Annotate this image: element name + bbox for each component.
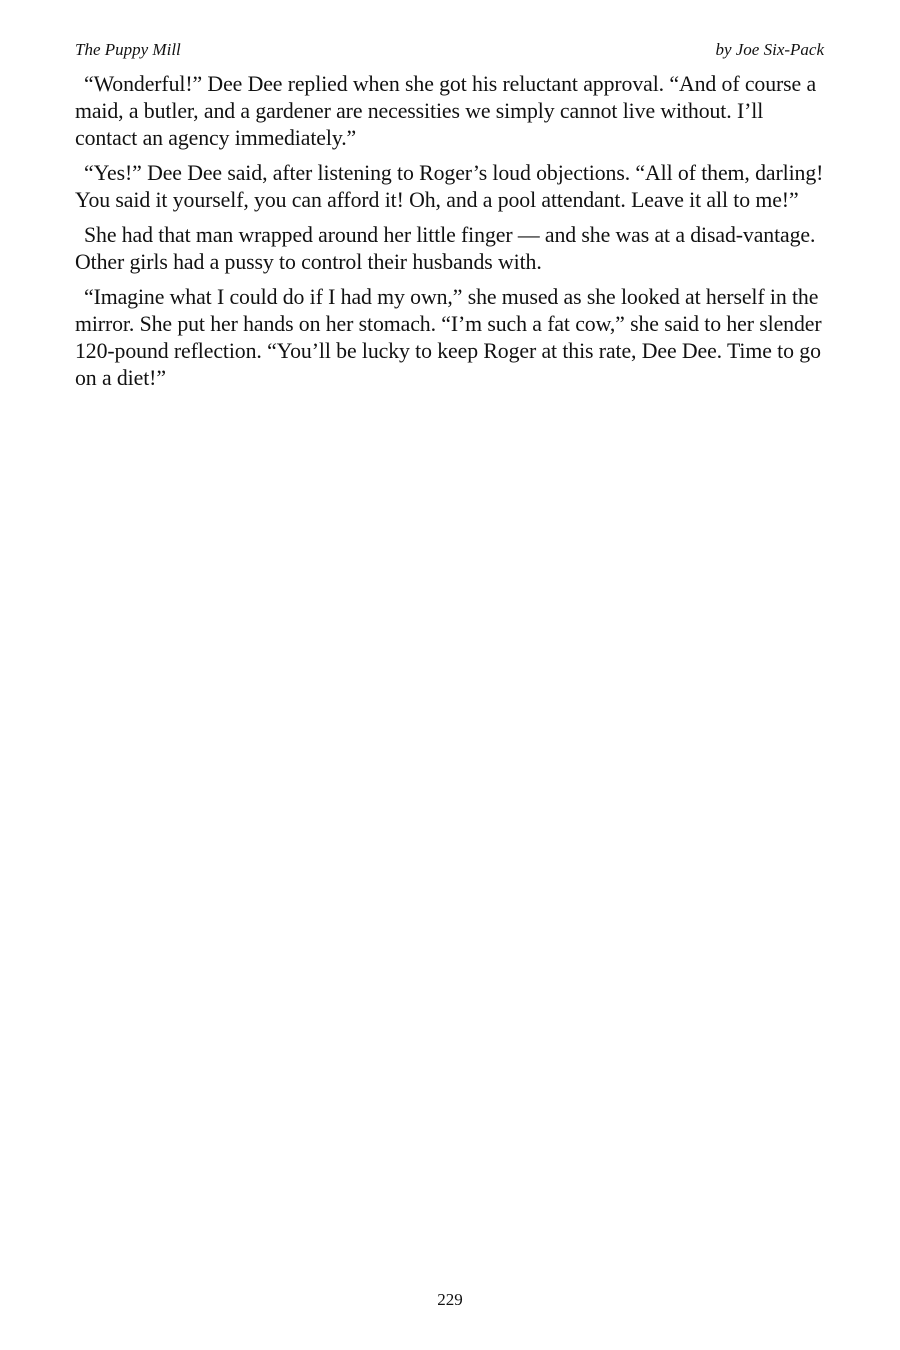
- page-number: 229: [437, 1290, 463, 1309]
- paragraph: She had that man wrapped around her little finger — and she was at a disad-vantage. Other girls had a pussy to control their husbands with.: [75, 223, 816, 274]
- author-byline: by Joe Six-Pack: [715, 40, 824, 59]
- paragraph: “Yes!” Dee Dee said, after listening to Roger’s loud objections. “All of them, darling! You said it yourself, you can afford it! Oh, and a pool attendant. Leave it all to me!”: [75, 161, 824, 212]
- paragraph: “Imagine what I could do if I had my own,” she mused as she looked at herself in the mirror. She put her hands on her stomach. “I’m such a fat cow,” she said to her slender 120-pound reflection. “You’ll be lucky to keep Roger at this rate, Dee Dee. Time to go on a diet!”: [75, 285, 822, 390]
- paragraph: “Wonderful!” Dee Dee replied when she got his reluctant approval. “And of course a maid, a butler, and a gardener are necessities we simply cannot live without. I’ll contact an agency immediately.”: [75, 72, 817, 150]
- running-head: [75, 38, 824, 62]
- book-title: The Puppy Mill: [75, 40, 181, 59]
- body-text: [75, 71, 827, 400]
